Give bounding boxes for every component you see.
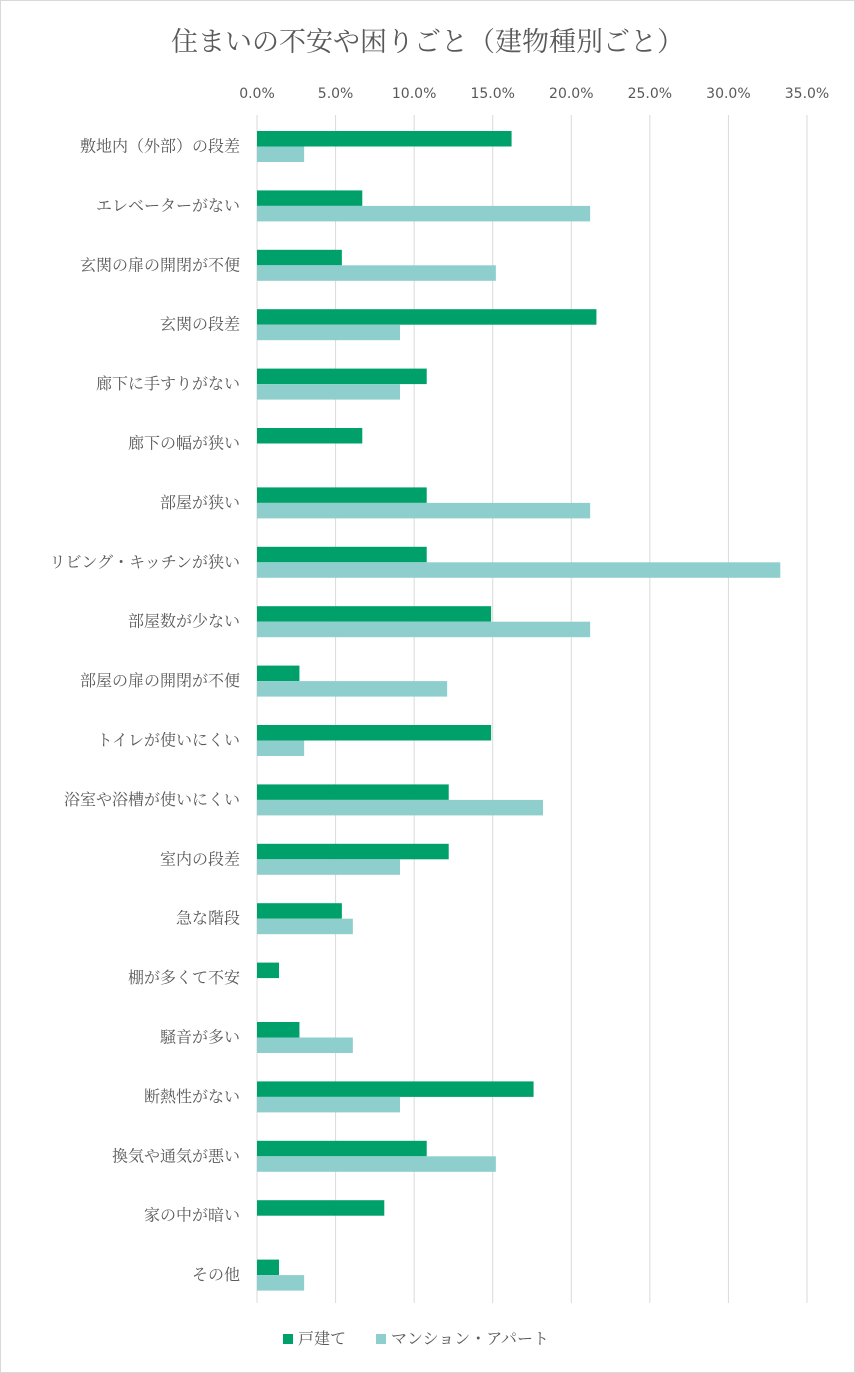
bar-series-2 bbox=[257, 919, 353, 935]
category-label: その他 bbox=[191, 1265, 240, 1285]
bar-series-1 bbox=[257, 903, 342, 919]
category-label: 家の中が暗い bbox=[143, 1205, 240, 1225]
category-label: 玄関の段差 bbox=[159, 314, 240, 334]
bar-series-1 bbox=[257, 1081, 534, 1097]
bar-series-1 bbox=[257, 1022, 299, 1038]
bar-series-2 bbox=[257, 681, 447, 697]
x-tick-label: 30.0% bbox=[706, 86, 751, 102]
bar-series-2 bbox=[257, 1275, 304, 1291]
category-labels bbox=[49, 137, 240, 1285]
bar-series-1 bbox=[257, 784, 449, 800]
category-label: 室内の段差 bbox=[159, 849, 240, 869]
bar-series-1 bbox=[257, 666, 299, 682]
bar-series-1 bbox=[257, 131, 512, 147]
category-label: リビング・キッチンが狭い bbox=[49, 552, 240, 572]
chart-title: 住まいの不安や困りごと（建物種別ごと） bbox=[171, 27, 684, 58]
bar-series-1 bbox=[257, 309, 596, 325]
category-label: トイレが使いにくい bbox=[96, 730, 240, 750]
bar-series-1 bbox=[257, 1260, 279, 1276]
legend bbox=[283, 1329, 549, 1348]
legend-swatch bbox=[376, 1334, 386, 1344]
category-label: 玄関の扉の開閉が不便 bbox=[79, 255, 240, 275]
legend-label: 戸建て bbox=[298, 1329, 347, 1348]
bar-series-2 bbox=[257, 384, 400, 400]
bar-series-2 bbox=[257, 741, 304, 757]
bar-series-1 bbox=[257, 369, 427, 385]
x-tick-label: 0.0% bbox=[239, 86, 275, 102]
bar-series-2 bbox=[257, 800, 543, 816]
bar-series-1 bbox=[257, 1200, 384, 1216]
x-tick-label: 20.0% bbox=[549, 86, 594, 102]
x-tick-label: 15.0% bbox=[470, 86, 515, 102]
category-label: 部屋の扉の開閉が不便 bbox=[79, 671, 240, 691]
category-label: 急な階段 bbox=[175, 908, 240, 928]
category-label: 断熱性がない bbox=[143, 1086, 240, 1106]
category-label: 敷地内（外部）の段差 bbox=[79, 136, 240, 156]
x-axis-ticks bbox=[239, 86, 829, 102]
bar-series-2 bbox=[257, 859, 400, 875]
category-label: 部屋数が少ない bbox=[127, 611, 240, 631]
bar-series-2 bbox=[257, 147, 304, 163]
x-tick-label: 10.0% bbox=[391, 86, 437, 102]
bar-series-1 bbox=[257, 428, 362, 444]
x-tick-label: 5.0% bbox=[317, 86, 354, 102]
bar-series-1 bbox=[257, 963, 279, 979]
bar-series-2 bbox=[257, 1156, 496, 1172]
category-label: 騒音が多い bbox=[159, 1027, 240, 1047]
bar-series-2 bbox=[257, 622, 590, 638]
bar-series-1 bbox=[257, 1141, 427, 1157]
category-label: エレベーターがない bbox=[95, 195, 240, 215]
bar-series-1 bbox=[257, 725, 491, 741]
bar-series-2 bbox=[257, 325, 400, 341]
bar-series-2 bbox=[257, 1038, 353, 1054]
bar-series-1 bbox=[257, 487, 427, 503]
gridlines bbox=[257, 115, 807, 1303]
category-label: 部屋が狭い bbox=[159, 492, 240, 512]
legend-swatch bbox=[283, 1334, 293, 1344]
x-tick-label: 35.0% bbox=[784, 86, 830, 102]
legend-label: マンション・アパート bbox=[391, 1329, 550, 1348]
category-label: 棚が多くて不安 bbox=[127, 968, 240, 988]
bar-series-1 bbox=[257, 844, 449, 860]
category-label: 廊下に手すりがない bbox=[95, 374, 240, 394]
bar-series-2 bbox=[257, 265, 496, 281]
bar-series-1 bbox=[257, 606, 491, 622]
bar-series-2 bbox=[257, 503, 590, 519]
bar-series-1 bbox=[257, 190, 362, 206]
bar-series-2 bbox=[257, 562, 780, 578]
x-tick-label: 25.0% bbox=[627, 86, 673, 102]
category-label: 浴室や浴槽が使いにくい bbox=[63, 789, 240, 809]
bar-series-2 bbox=[257, 206, 590, 222]
bar-series-1 bbox=[257, 250, 342, 265]
bar-series-2 bbox=[257, 1097, 400, 1113]
category-label: 換気や通気が悪い bbox=[111, 1146, 240, 1166]
category-label: 廊下の幅が狭い bbox=[127, 433, 240, 453]
bar-series-1 bbox=[257, 547, 427, 563]
